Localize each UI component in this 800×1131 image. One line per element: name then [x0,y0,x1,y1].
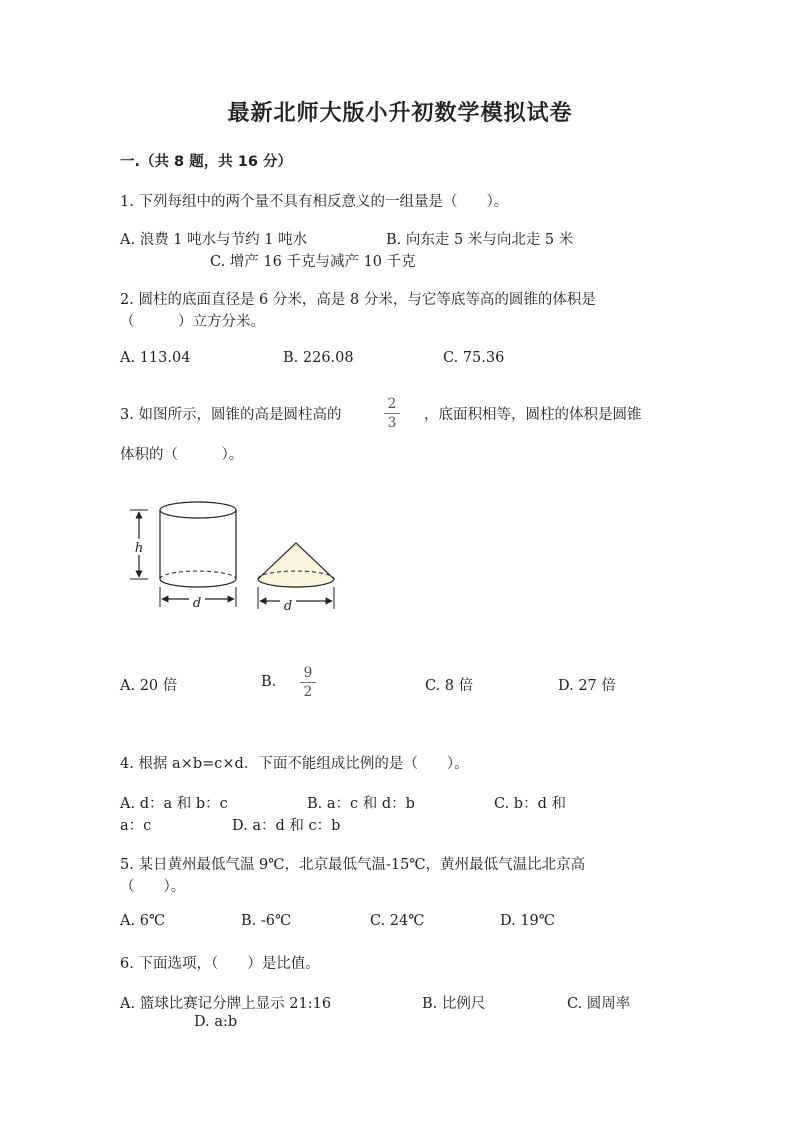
cone-diameter-arrow [258,587,334,609]
cone-diameter-label: d [283,599,293,614]
q5-option-d: D. 19℃ [500,913,555,929]
q3-stem-part1: 3. 如图所示，圆锥的高是圆柱高的 [120,407,342,423]
q4-option-c-line2: a：c [120,818,152,834]
q2-stem-line1: 2. 圆柱的底面直径是 6 分米，高是 8 分米，与它等底等高的圆锥的体积是 [120,292,596,308]
q6-stem: 6. 下面选项，（ ）是比值。 [120,956,320,972]
q5-option-b: B. -6℃ [241,913,292,929]
q3-option-b-prefix: B. [261,674,277,690]
q6-option-b: B. 比例尺 [422,996,486,1012]
q3-option-d: D. 27 倍 [558,678,616,694]
q3-option-b-denominator: 2 [303,684,313,700]
fraction-bar [300,682,316,683]
q5-option-c: C. 24℃ [370,913,425,929]
section-heading: 一.（共 8 题，共 16 分） [120,154,292,170]
q3-stem-fraction [382,396,402,431]
q2-option-b: B. 226.08 [283,350,354,366]
q3-fraction-numerator: 2 [387,396,397,412]
q6-option-c: C. 圆周率 [567,996,631,1012]
fraction-bar [384,413,400,414]
q5-stem-line1: 5. 某日黄州最低气温 9℃，北京最低气温-15℃，黄州最低气温比北京高 [120,857,586,873]
q1-option-a: A. 浪费 1 吨水与节约 1 吨水 [120,232,308,248]
q2-option-a: A. 113.04 [120,350,191,366]
q4-option-d: D. a：d 和 c：b [232,818,341,834]
q3-option-c: C. 8 倍 [425,678,474,694]
height-label: h [134,541,144,556]
cylinder-shape [160,502,236,587]
q2-option-c: C. 75.36 [443,350,505,366]
q4-stem: 4. 根据 a×b=c×d．下面不能组成比例的是（ ）。 [120,756,469,772]
q3-option-a: A. 20 倍 [120,678,178,694]
q4-option-c-line1: C. b：d 和 [494,796,566,812]
page-title: 最新北师大版小升初数学模拟试卷 [227,101,573,126]
q1-option-b: B. 向东走 5 米与向北走 5 米 [386,232,574,248]
q3-fraction-denominator: 3 [387,415,397,431]
q1-stem: 1. 下列每组中的两个量不具有相反意义的一组量是（ ）。 [120,194,509,210]
cone-shape [258,543,334,587]
q2-stem-line2: （ ）立方分米。 [120,314,265,330]
q3-stem-part2: ，底面积相等，圆柱的体积是圆锥 [424,407,642,423]
q6-option-a: A. 篮球比赛记分牌上显示 21:16 [120,996,332,1012]
q6-option-d: D. a:b [194,1014,238,1030]
q1-option-c: C. 增产 16 千克与减产 10 千克 [210,254,416,270]
q5-stem-line2: （ ）。 [120,879,186,895]
q3-option-b-fraction [298,665,318,700]
cylinder-diameter-label: d [192,596,202,611]
q5-option-a: A. 6℃ [120,913,166,929]
cylinder-cone-figure [120,495,350,625]
q3-stem-line2: 体积的（ ）。 [120,447,244,463]
q3-option-b-numerator: 9 [303,665,313,681]
q4-option-a: A. d：a 和 b：c [120,796,228,812]
q4-option-b: B. a：c 和 d：b [307,796,415,812]
